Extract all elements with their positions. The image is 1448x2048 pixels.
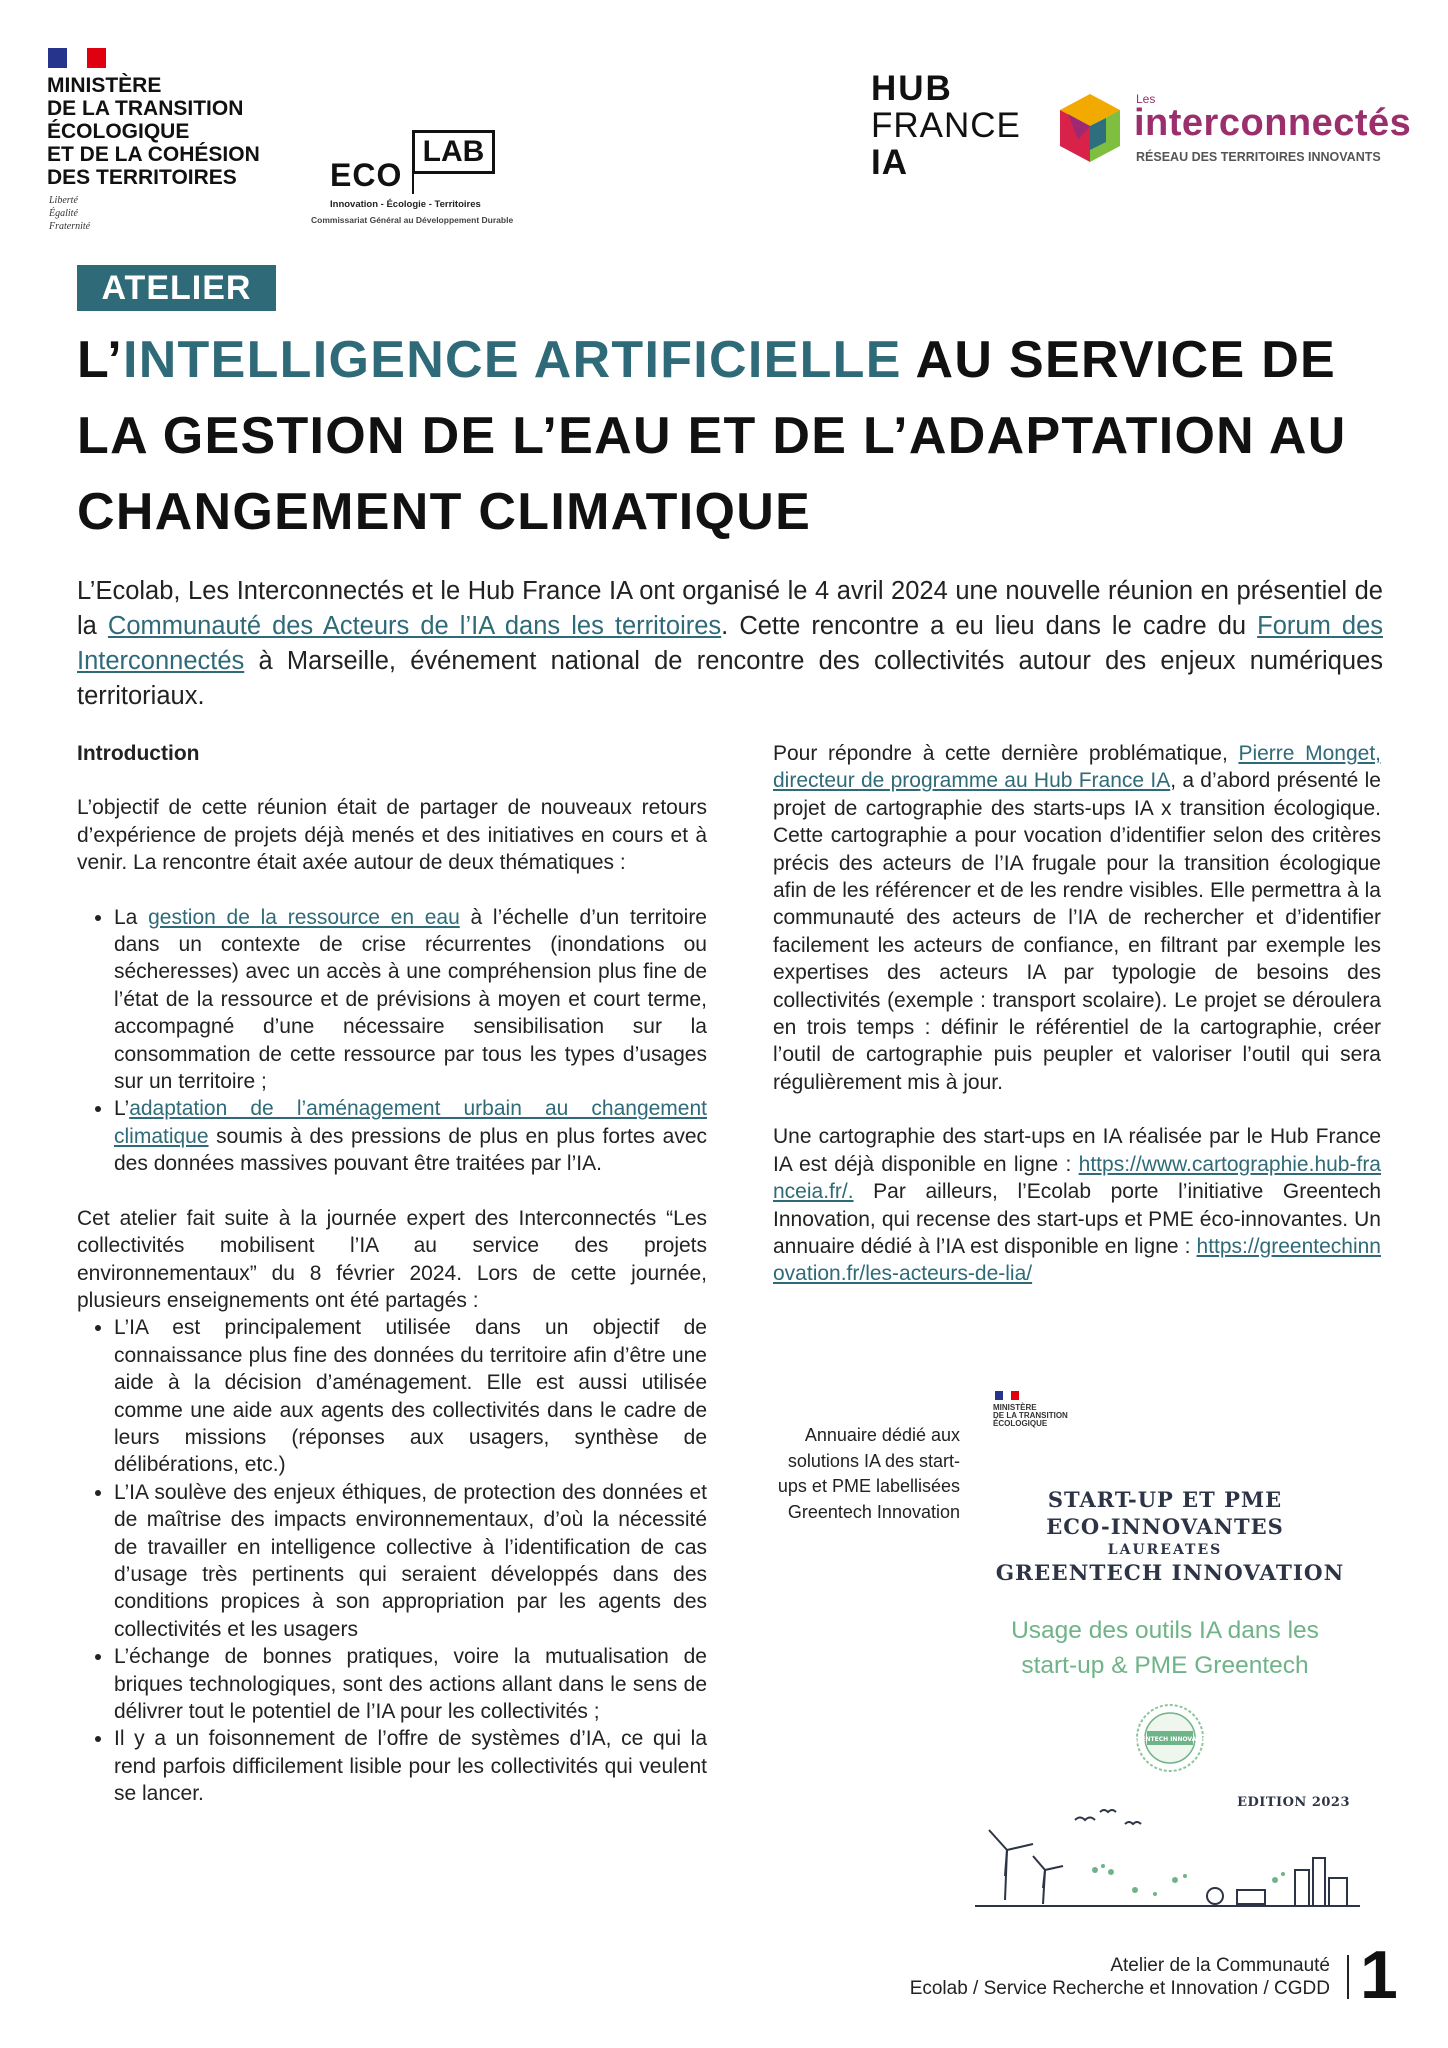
ecolab-org: Commissariat Général au Développement Durable: [311, 215, 514, 225]
list-text: à l’échelle d’un territoire dans un contexte de crise récurrentes (inondations ou sécheresses) avec un accès à une compréhension plus fine de l’état de la ressource et de prévisions à moyen et court terme, accompagné d’une nécessaire sensibilisation sur la consommation de cette ressource par tous les types d’usages sur un territoire ;: [114, 905, 707, 1094]
list-item: • L’IA soulève des enjeux éthiques, de protection des données et de maîtrise des impacts environnementaux, d’où la nécessité de travailler en intelligence collective à l’identification de cas d’usage très pertinents qui seraient développés dans des conditions propices à son appropriation par les agents des collectivités et les usagers: [114, 1479, 707, 1643]
greentech-seal-icon: [1127, 1703, 1213, 1773]
cover-ministry: [993, 1404, 1068, 1428]
intro-paragraph: [77, 574, 1383, 714]
motto-line: Égalité: [49, 208, 78, 219]
interconnectes-tagline: RÉSEAU DES TERRITOIRES INNOVANTS: [1136, 150, 1381, 164]
page-number: 1: [1360, 1937, 1398, 2013]
right-column: [773, 740, 1381, 1288]
title-highlight: INTELLIGENCE ARTIFICIELLE: [122, 331, 902, 389]
forum-link[interactable]: Forum des Interconnectés: [77, 612, 1383, 675]
para-text: Pour répondre à cette dernière problématique,: [773, 742, 1239, 765]
cover-title-line: START-UP ET PME: [1047, 1487, 1283, 1512]
lessons-list: [77, 1314, 707, 1807]
list-item: [114, 904, 707, 1096]
list-text: soumis à des pressions de plus en plus fortes avec des données massives pouvant être traitées par l’IA.: [114, 1124, 707, 1176]
para-text: Par ailleurs, l’Ecolab porte l’initiative Greentech Innovation, qui recense des start-ups et PME éco-innovantes. Un annuaire dédié à l’IA est disponible en ligne :: [773, 1180, 1381, 1258]
list-text: L’: [114, 1097, 130, 1121]
title-rest: AU SERVICE DE LA GESTION DE L’EAU ET DE L’ADAPTATION AU CHANGEMENT CLIMATIQUE: [77, 331, 1347, 541]
interconnectes-name: interconnectés: [1134, 102, 1412, 144]
intro-text: . Cette rencontre a eu lieu dans le cadre du: [721, 612, 1258, 640]
section-heading: Introduction: [77, 742, 200, 765]
cover-title-line: GREENTECH INNOVATION: [995, 1561, 1345, 1586]
motto-line: Liberté: [49, 195, 78, 206]
hub-logo-line: IA: [871, 143, 908, 182]
intro-text: à Marseille, événement national de rencontre des collectivités autour des enjeux numériques territoriaux.: [77, 647, 1383, 710]
seal-text: GREENTECH INNOVATION: [1127, 1736, 1213, 1743]
cover-flag-icon: [995, 1391, 1019, 1400]
title-prefix: L’: [77, 331, 123, 389]
french-flag-icon: [48, 48, 106, 68]
paragraph: [773, 1123, 1381, 1287]
list-text: La: [114, 905, 149, 929]
footer-divider: [1347, 1955, 1349, 1999]
ministry-line: ÉCOLOGIQUE: [47, 120, 190, 143]
greentech-link[interactable]: https://greentechinnovation.fr/les-acteurs-de-lia/: [773, 1234, 1381, 1286]
para-text: Une cartographie des start-ups en IA réalisée par le Hub France IA est déjà disponible en ligne :: [773, 1125, 1381, 1176]
motto-line: Fraternité: [49, 221, 91, 232]
ministry-line: DES TERRITOIRES: [47, 166, 237, 189]
adaptation-link[interactable]: adaptation de l’aménagement urbain au changement climatique: [114, 1097, 707, 1148]
hub-logo-line: HUB: [871, 69, 953, 108]
page-title: [77, 322, 1407, 550]
ecolab-logo-lab: LAB: [412, 130, 495, 174]
ministry-line: MINISTÈRE: [47, 74, 162, 97]
cover-ministry-line: ÉCOLOGIQUE: [993, 1419, 1048, 1428]
atelier-tag: ATELIER: [77, 265, 276, 311]
ministry-logo-text: [47, 74, 307, 189]
paragraph: L’objectif de cette réunion était de partager de nouveaux retours d’expérience de projets déjà menés et des initiatives en cours et à venir. La rencontre était axée autour de deux thématiques :: [77, 796, 707, 875]
cover-ministry-line: DE LA TRANSITION: [993, 1411, 1068, 1420]
hub-france-ia-logo: [871, 70, 1021, 181]
interconnectes-cube-icon: [1058, 92, 1122, 164]
footer-line-2: Ecolab / Service Recherche et Innovation / CGDD: [909, 1978, 1330, 1999]
republic-motto: [49, 194, 90, 233]
paragraph: Cet atelier fait suite à la journée expert des Interconnectés “Les collectivités mobilisent l’IA au service des projets environnementaux” du 8 février 2024. Lors de cette journée, plusieurs enseignements ont été partagés :: [77, 1206, 707, 1312]
cover-caption: Annuaire dédié aux solutions IA des start-ups et PME labellisées Greentech Innovation: [777, 1425, 960, 1522]
list-item: • L’IA est principalement utilisée dans un objectif de connaissance plus fine des données du territoire afin d’être une aide à la décision d’aménagement. Elle est aussi utilisée comme une aide aux agents des collectivités dans le cadre de leurs missions (réponses aux usagers, synthèse de délibérations, etc.): [114, 1314, 707, 1478]
list-item: • Il y a un foisonnement de l’offre de systèmes d’IA, ce qui la rend parfois difficilement lisible pour les collectivités qui veulent se lancer.: [114, 1725, 707, 1807]
hub-logo-line: FRANCE: [871, 106, 1021, 145]
communaute-link[interactable]: Communauté des Acteurs de l’IA dans les territoires: [107, 612, 722, 640]
cartographie-link[interactable]: https://www.cartographie.hub-franceia.fr/.: [773, 1152, 1381, 1204]
list-item: [114, 1095, 707, 1177]
para-text: , a d’abord présenté le projet de cartographie des starts-ups IA x transition écologique. Cette cartographie a pour vocation d’identifier selon des critères précis des acteurs de l’IA frugale pour la transition écologique afin de les référencer et de les rendre visibles. Elle permettra à la communauté des acteurs de l’IA de rechercher et d’identifier facilement les acteurs de confiance, en filtrant par exemple les expertises des acteurs IA par typologie de besoins des collectivités (exemple : transport scolaire). Le projet se déroulera en trois temps : définir le référentiel de la cartographie, créer l’outil de cartographie puis peupler et valoriser l’outil qui sera régulièrement mis à jour.: [773, 769, 1381, 1094]
cover-ministry-line: MINISTÈRE: [993, 1403, 1037, 1412]
ministry-line: ET DE LA COHÉSION: [47, 143, 260, 166]
intro-text: L’Ecolab, Les Interconnectés et le Hub France IA ont organisé le 4 avril 2024 une nouvelle réunion en présentiel de la: [77, 577, 1383, 640]
left-column: [77, 740, 707, 1808]
theme-list: [77, 904, 707, 1178]
ressource-eau-link[interactable]: gestion de la ressource en eau: [148, 905, 460, 929]
ecolab-tagline: Innovation - Écologie - Territoires: [330, 199, 481, 210]
pierre-monget-link[interactable]: Pierre Monget, directeur de programme au Hub France IA: [773, 742, 1381, 793]
ecolab-logo-line: [412, 174, 414, 194]
list-item: • L’échange de bonnes pratiques, voire la mutualisation de briques technologiques, sont des actions allant dans le sens de délivrer tout le potentiel de l’IA pour les collectivités ;: [114, 1643, 707, 1725]
cover-edition: EDITION 2023: [1237, 1795, 1350, 1810]
ministry-line: DE LA TRANSITION: [47, 97, 244, 120]
cover-subtitle: Usage des outils IA dans les start-up & PME Greentech: [1011, 1617, 1319, 1679]
interconnectes-les: Les: [1136, 92, 1156, 106]
footer-line-1: Atelier de la Communauté: [1110, 1955, 1330, 1976]
ecolab-logo-eco: ECO: [330, 157, 403, 193]
paragraph: [773, 740, 1381, 1096]
cover-title-line: ECO-INNOVANTES: [1046, 1514, 1284, 1539]
wind-turbines-illustration: [975, 1800, 1360, 1910]
cover-title-line: LAUREATES: [1107, 1542, 1223, 1558]
